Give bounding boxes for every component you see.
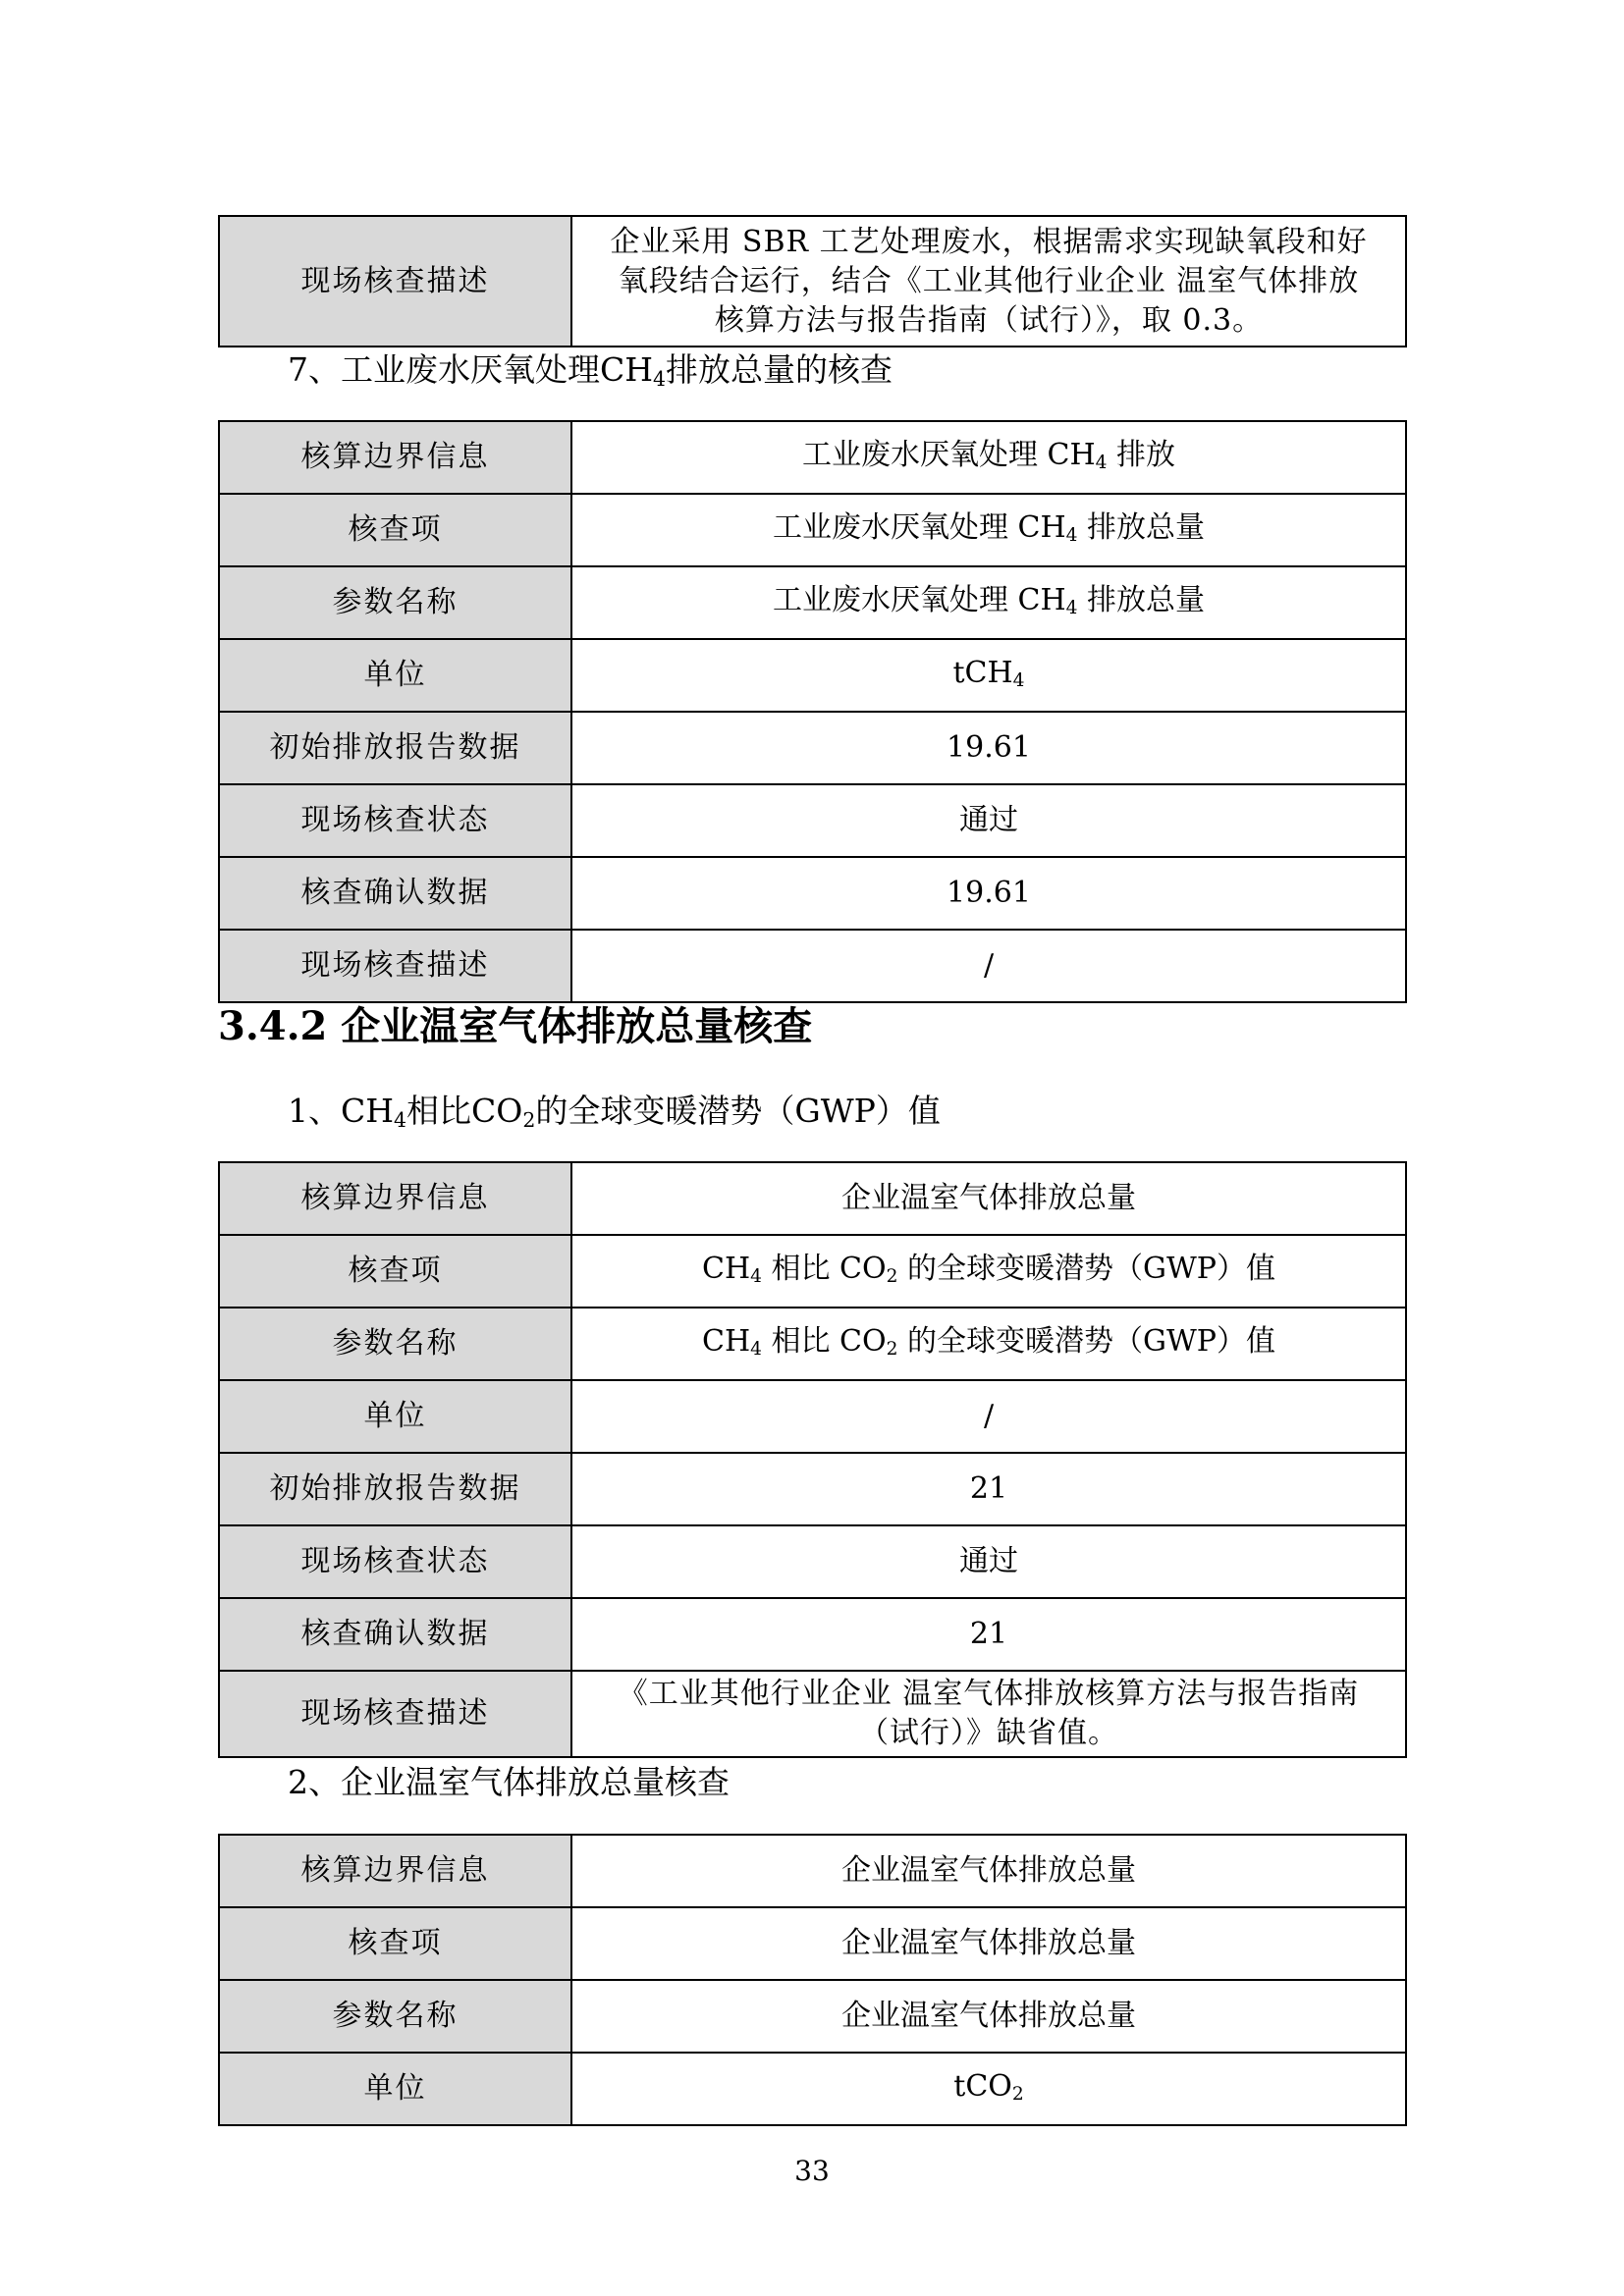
row-label: 核查确认数据: [219, 1598, 571, 1671]
table-row: [219, 784, 1406, 857]
table-row: [219, 421, 1406, 494]
row-label: 现场核查状态: [219, 784, 571, 857]
row-value: 19.61: [571, 712, 1406, 784]
row-label: 单位: [219, 639, 571, 712]
row-value: 企业温室气体排放总量: [571, 1835, 1406, 1907]
row-value: $CH_4$ 相比 $CO_2$ 的全球变暖潜势（GWP）值: [571, 1235, 1406, 1308]
row-label: 单位: [219, 1380, 571, 1453]
row-label: 单位: [219, 2053, 571, 2125]
row-label: 核查项: [219, 1235, 571, 1308]
table-total-emission: [218, 1834, 1407, 2126]
row-label: 现场核查描述: [219, 216, 571, 347]
table-row: [219, 1598, 1406, 1671]
row-value: 工业废水厌氧处理 $CH_4$ 排放总量: [571, 566, 1406, 639]
table-row: [219, 1380, 1406, 1453]
row-value: 企业温室气体排放总量: [571, 1162, 1406, 1235]
row-label: 核算边界信息: [219, 1835, 571, 1907]
value-line: （试行）》缺省值。: [859, 1716, 1118, 1750]
table-row: [219, 857, 1406, 930]
row-label: 现场核查描述: [219, 1671, 571, 1757]
row-label: 参数名称: [219, 1308, 571, 1380]
row-value: $CH_4$ 相比 $CO_2$ 的全球变暖潜势（GWP）值: [571, 1308, 1406, 1380]
table-gwp: [218, 1161, 1407, 1758]
row-value: [571, 216, 1406, 347]
row-value: 工业废水厌氧处理 $CH_4$ 排放总量: [571, 494, 1406, 566]
row-label: 现场核查状态: [219, 1525, 571, 1598]
table-row: [219, 566, 1406, 639]
row-label: 初始排放报告数据: [219, 712, 571, 784]
row-value: 工业废水厌氧处理 $CH_4$ 排放: [571, 421, 1406, 494]
subsection-2-heading: 2、企业温室气体排放总量核查: [288, 1763, 730, 1801]
row-value: 通过: [571, 784, 1406, 857]
row-value: tCO$_2$: [571, 2053, 1406, 2125]
row-label: 核算边界信息: [219, 421, 571, 494]
row-value: [571, 1671, 1406, 1757]
row-value: 企业温室气体排放总量: [571, 1907, 1406, 1980]
row-value: /: [571, 1380, 1406, 1453]
table-row: [219, 1525, 1406, 1598]
row-label: 核算边界信息: [219, 1162, 571, 1235]
table-row: [219, 1308, 1406, 1380]
table-row: [219, 1980, 1406, 2053]
row-label: 初始排放报告数据: [219, 1453, 571, 1525]
row-label: 核查确认数据: [219, 857, 571, 930]
row-label: 现场核查描述: [219, 930, 571, 1002]
value-line: 核算方法与报告指南（试行）》，取 0.3。: [714, 302, 1264, 338]
table-row: [219, 1162, 1406, 1235]
value-line: 企业采用 SBR 工艺处理废水，根据需求实现缺氧段和好: [610, 224, 1368, 259]
row-value: 企业温室气体排放总量: [571, 1980, 1406, 2053]
section-heading-3-4-2: 3.4.2 企业温室气体排放总量核查: [218, 1003, 813, 1049]
table-row: [219, 494, 1406, 566]
table-row: [219, 1671, 1406, 1757]
table-row: [219, 930, 1406, 1002]
row-value: 通过: [571, 1525, 1406, 1598]
table-continued: [218, 215, 1407, 347]
row-value: 19.61: [571, 857, 1406, 930]
row-value: tCH$_4$: [571, 639, 1406, 712]
table-row: [219, 1235, 1406, 1308]
row-value: 21: [571, 1598, 1406, 1671]
table-row: [219, 216, 1406, 347]
table-ch4-emission: [218, 420, 1407, 1003]
row-label: 核查项: [219, 1907, 571, 1980]
value-line: 《工业其他行业企业 温室气体排放核算方法与报告指南: [618, 1677, 1360, 1711]
table-row: [219, 1453, 1406, 1525]
table-row: [219, 639, 1406, 712]
page-number: 33: [794, 2155, 830, 2187]
table-row: [219, 1907, 1406, 1980]
row-value: /: [571, 930, 1406, 1002]
subsection-1-heading: 1、$CH_4$相比$CO_2$的全球变暖潜势（GWP）值: [288, 1092, 941, 1132]
value-line: 氧段结合运行，结合《工业其他行业企业 温室气体排放: [618, 263, 1360, 298]
table-row: [219, 1835, 1406, 1907]
row-label: 参数名称: [219, 1980, 571, 2053]
row-label: 核查项: [219, 494, 571, 566]
table-row: [219, 2053, 1406, 2125]
row-label: 参数名称: [219, 566, 571, 639]
table-row: [219, 712, 1406, 784]
section-7-heading: 7、工业废水厌氧处理$CH_4$排放总量的核查: [288, 350, 893, 391]
row-value: 21: [571, 1453, 1406, 1525]
